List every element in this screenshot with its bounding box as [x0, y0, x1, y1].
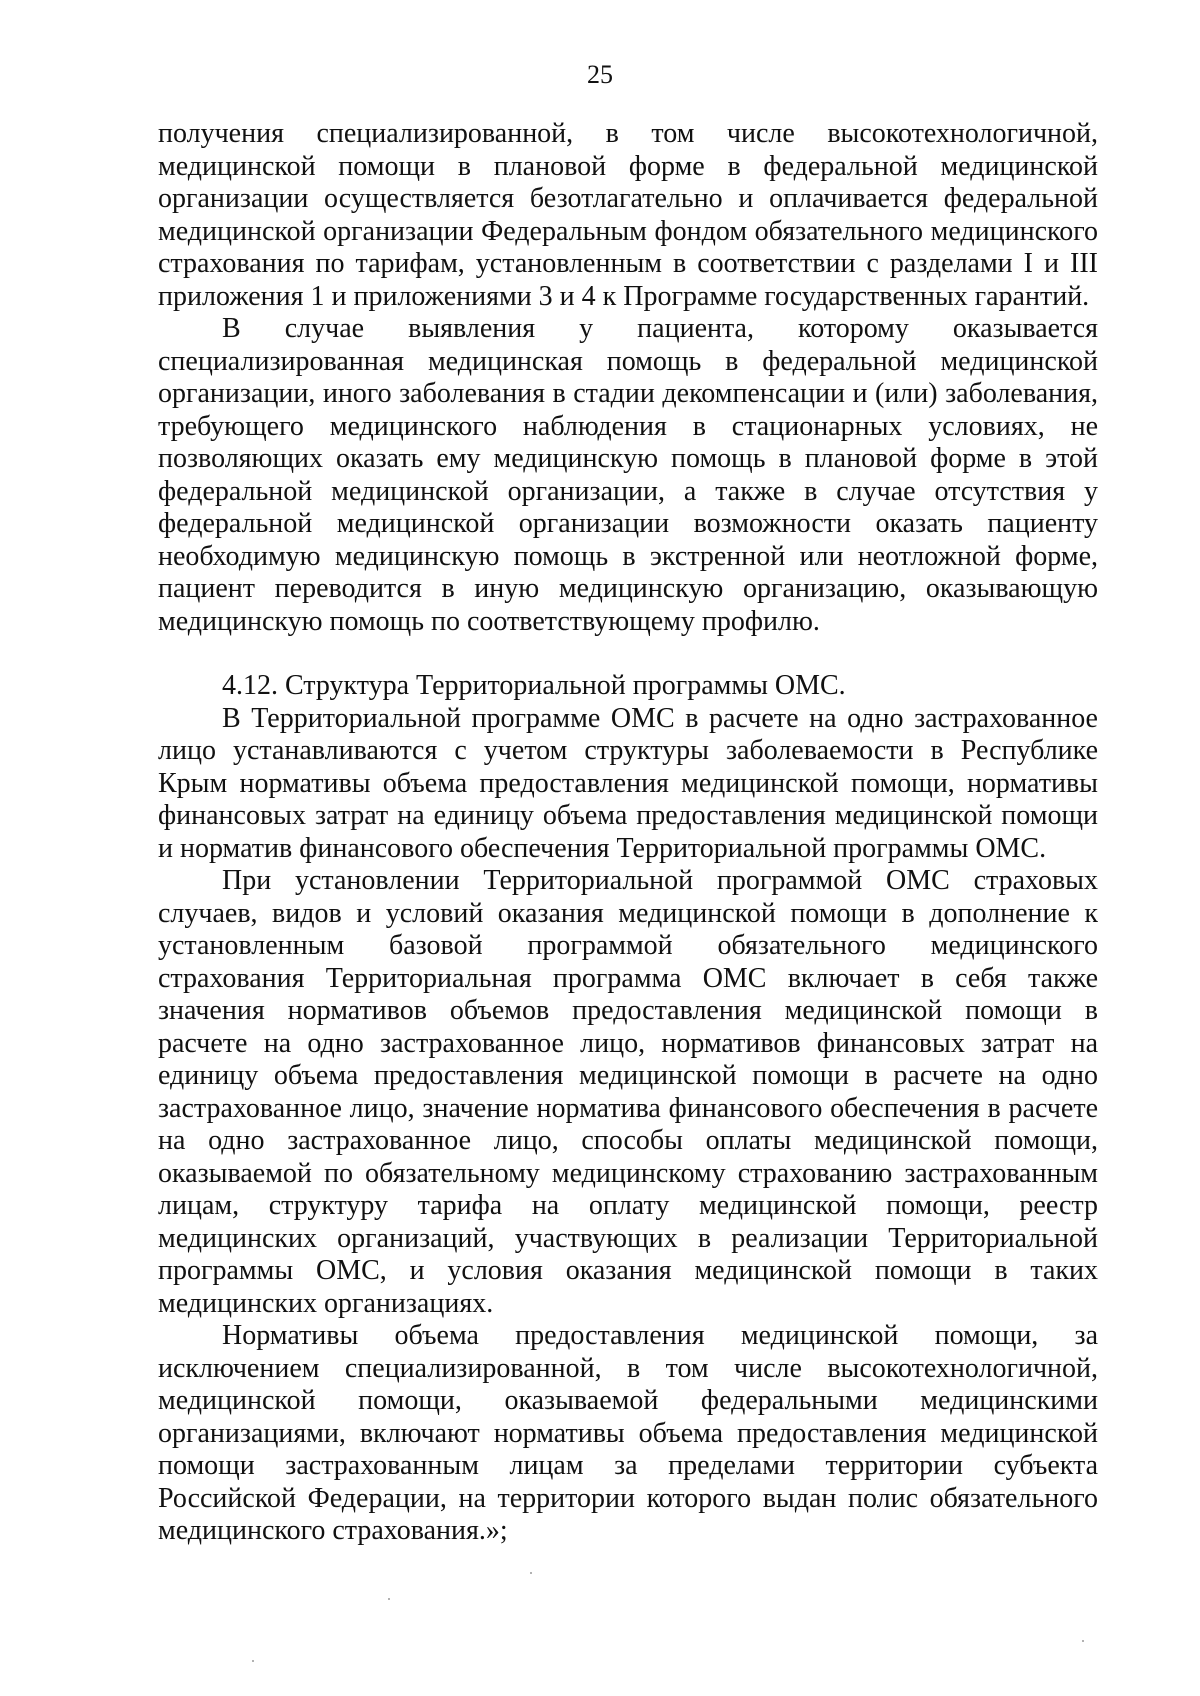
scan-speck	[252, 1660, 254, 1662]
scan-speck	[388, 1598, 390, 1600]
paragraph-volume-norms: Нормативы объема предоставления медицинской помощи, за исключением специализированной, в том числе высокотехнологичной, медицинской помощи, оказываемой федеральными медицинскими организациями, включают нормативы объема предоставления медицинской помощи застрахованным лицам за пределами территории субъекта Российской Федерации, на территории которого выдан полис обязательного медицинского страхования.»;	[158, 1320, 1098, 1546]
paragraph-continuation: получения специализированной, в том числе высокотехнологичной, медицинской помощи в плановой форме в федеральной медицинской организации осуществляется безотлагательно и оплачивается федеральной медицинской организации Федеральным фондом обязательного медицинского страхования по тарифам, установленным в соответствии с разделами I и III приложения 1 и приложениями 3 и 4 к Программе государственных гарантий.	[158, 118, 1098, 312]
section-heading: 4.12. Структура Территориальной программы ОМС.	[222, 670, 846, 701]
paragraph-insurance-cases: При установлении Территориальной программой ОМС страховых случаев, видов и условий оказания медицинской помощи в дополнение к установленным базовой программой обязательного медицинского страхования Территориальная программа ОМС включает в себя также значения нормативов объемов предоставления медицинской помощи в расчете на одно застрахованное лицо, нормативов финансовых затрат на единицу объема предоставления медицинской помощи в расчете на одно застрахованное лицо, значение норматива финансового обеспечения в расчете на одно застрахованное лицо, способы оплаты медицинской помощи, оказываемой по обязательному медицинскому страхованию застрахованным лицам, структуру тарифа на оплату медицинской помощи, реестр медицинских организаций, участвующих в реализации Территориальной программы ОМС, и условия оказания медицинской помощи в таких медицинских организациях.	[158, 865, 1098, 1319]
document-body	[158, 118, 1098, 1548]
paragraph-patient-transfer: В случае выявления у пациента, которому оказывается специализированная медицинская помощь в федеральной медицинской организации, иного заболевания в стадии декомпенсации и (или) заболевания, требующего медицинского наблюдения в стационарных условиях, не позволяющих оказать ему медицинскую помощь в плановой форме в этой федеральной медицинской организации, а также в случае отсутствия у федеральной медицинской организации возможности оказать пациенту необходимую медицинскую помощь в экстренной или неотложной форме, пациент переводится в иную медицинскую организацию, оказывающую медицинскую помощь по соответствующему профилю.	[158, 313, 1098, 637]
scan-speck	[1082, 1640, 1084, 1642]
page-number: 25	[587, 60, 613, 89]
scan-speck	[530, 1572, 532, 1574]
paragraph-program-norms: В Территориальной программе ОМС в расчете на одно застрахованное лицо устанавливаются с учетом структуры заболеваемости в Республике Крым нормативы объема предоставления медицинской помощи, нормативы финансовых затрат на единицу объема предоставления медицинской помощи и норматив финансового обеспечения Территориальной программы ОМС.	[158, 702, 1098, 864]
